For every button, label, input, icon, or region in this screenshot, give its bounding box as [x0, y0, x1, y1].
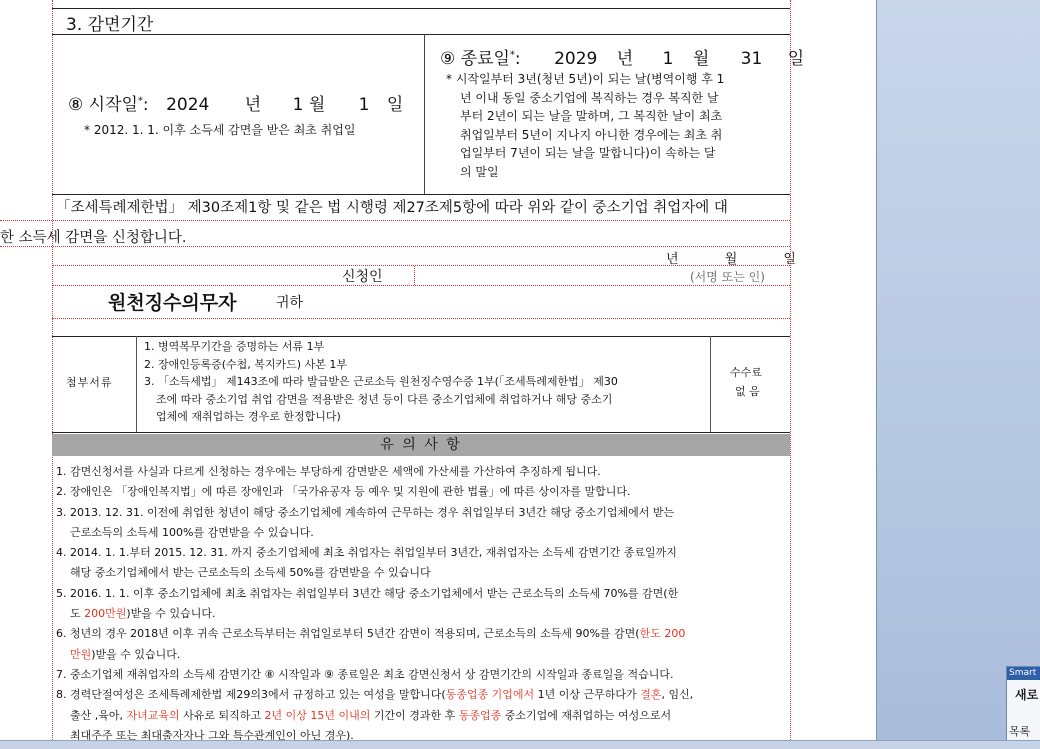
note-text: 1. 감면신청서를 사실과 다르게 신청하는 경우에는 부당하게 감면받은 세액에 가산세를 가산하여 추징하게 됩니다.: [56, 465, 601, 478]
recipient-rule: [52, 285, 790, 286]
note-text: 중소기업에 재취업하는 여성으로서: [501, 708, 672, 722]
margin-guide-left: [52, 0, 53, 740]
end-month-unit: 월: [692, 49, 710, 69]
note-line: [56, 503, 693, 523]
attachments-divider-2: [710, 336, 711, 432]
note-text: )받을 수 있습니다.: [91, 647, 181, 661]
right-side-panel: [876, 0, 1040, 740]
note-text: )받을 수 있습니다.: [126, 607, 216, 621]
recipient-bottom-rule: [52, 318, 790, 319]
note-text: 4. 2014. 1. 1.부터 2015. 12. 31. 까지 중소기업체에 최초 취업자는 취업일부터 3년간, 재취업자는 소득세 감면기간 종료일까지: [56, 546, 677, 560]
period-bottom-rule: [52, 194, 790, 195]
top-rule: [52, 8, 790, 9]
note-line: [56, 645, 693, 665]
declaration-line-2: 한 소득세 감면을 신청합니다.: [0, 230, 187, 246]
note-line: [56, 584, 693, 604]
end-date-row: ⑨ 종료일*: 2029 년 1 월 31 일: [440, 49, 805, 69]
date-rule: [0, 246, 790, 247]
margin-guide-right: [790, 0, 791, 740]
notes-header: 유 의 사 항: [52, 434, 790, 456]
section-title-rule: [52, 34, 790, 35]
note-line: [56, 523, 693, 543]
declaration-rule: [0, 220, 790, 221]
note-text: 6. 청년의 경우 2018년 이후 귀속 근로소득부터는 취업일로부터 5년간 감면이 적용되며, 근로소득의 소득세 90%를 감면(: [56, 627, 640, 641]
note-line: [56, 624, 693, 644]
date-year-unit: 년: [666, 252, 679, 267]
section-title: 3. 감면기간: [66, 15, 154, 35]
attachments-label: 첨부서류: [66, 376, 113, 389]
note-text: , 임신,: [661, 688, 694, 702]
attachment-item: 업체에 재취업하는 경우로 한정합니다): [156, 410, 341, 423]
smart-panel-header: Smart: [1007, 667, 1040, 680]
fee-value: 없 음: [735, 385, 760, 398]
attachments-divider-1: [136, 336, 137, 432]
end-day-unit: 일: [787, 49, 805, 69]
recipient-suffix: 귀하: [276, 295, 304, 311]
note-text: 근로소득의 소득세 100%를 감면받을 수 있습니다.: [70, 525, 314, 539]
note-text: 도: [70, 607, 85, 621]
applicant-rule: [52, 265, 790, 266]
end-note: [446, 70, 724, 181]
end-year-unit: 년: [616, 49, 634, 69]
end-label: ⑨ 종료일: [440, 49, 510, 69]
note-highlight: 자녀교육의: [126, 708, 180, 722]
end-year: 2029: [554, 49, 598, 69]
attachment-item: 조에 따라 중소기업 취업 감면을 적용받은 청년 등이 다른 중소기업체에 취업하거나 해당 중소기: [156, 392, 613, 406]
note-text: 5. 2016. 1. 1. 이후 중소기업체에 최초 취업자는 취업일부터 3년간 해당 중소기업체에서 받는 근로소득의 소득세 70%를 감면(한: [56, 586, 679, 600]
attachment-item: 1. 병역복무기간을 증명하는 서류 1부: [144, 340, 325, 353]
note-line: [56, 706, 693, 726]
smart-panel-new[interactable]: 새로: [1015, 688, 1039, 702]
end-note-line: 의 말일: [460, 164, 499, 179]
note-highlight: 결혼: [640, 688, 662, 702]
end-day: 31: [740, 49, 763, 69]
note-line: [56, 726, 693, 740]
note-text: 최대주주 또는 최대출자자나 그와 특수관계인이 아닌 경우).: [70, 728, 354, 740]
note-highlight: 만원: [70, 647, 92, 661]
note-line: [56, 543, 693, 563]
date-day-unit: 일: [783, 252, 796, 267]
smart-panel-list[interactable]: 목록: [1009, 725, 1031, 738]
smart-panel[interactable]: [1006, 666, 1040, 748]
note-highlight: 동종업종: [458, 708, 502, 722]
attachments-list: [144, 338, 618, 426]
start-year: 2024: [166, 95, 210, 115]
note-text: 3. 2013. 12. 31. 이전에 취업한 청년이 해당 중소기업체에 계속하여 근무하는 경우 취업일부터 3년간 해당 중소기업체에서 받는: [56, 505, 675, 519]
applicant-label: 신청인: [342, 269, 383, 285]
note-highlight: 동종업종 기업에서: [445, 688, 535, 702]
notes-list: [56, 462, 693, 740]
applicant-divider: [414, 266, 415, 285]
note-line: [56, 685, 693, 705]
note-text: 7. 중소기업체 재취업자의 소득세 감면기간 ⑧ 시작일과 ⑨ 종료일은 최초 감면신청서 상 감면기간의 시작일과 종료일을 적습니다.: [56, 667, 674, 681]
period-divider: [424, 34, 425, 194]
attachment-item: 2. 장애인등록증(수첩, 복지카드) 사본 1부: [144, 357, 347, 371]
note-line: [56, 665, 693, 685]
recipient-name: 원천징수의무자: [108, 292, 237, 314]
note-highlight: 200만원: [84, 607, 127, 621]
note-line: [56, 563, 693, 583]
note-text: 해당 중소기업체에서 받는 근로소득의 소득세 50%를 감면받을 수 있습니다: [70, 566, 431, 580]
end-note-line: * 시작일부터 3년(청년 5년)이 되는 날(병역이행 후 1: [446, 72, 725, 86]
date-month-unit: 월: [724, 252, 738, 267]
end-note-line: 취업일부터 5년이 지나지 아니한 경우에는 최초 취: [460, 127, 723, 142]
note-text: 2. 장애인은 「장애인복지법」에 따른 장애인과 「국가유공자 등 예우 및 지원에 관한 법률」에 따른 상이자를 말합니다.: [56, 485, 631, 499]
declaration-line-1: 「조세특례제한법」 제30조제1항 및 같은 법 시행령 제27조제5항에 따라 위와 같이 중소기업 취업자에 대: [56, 200, 728, 216]
start-year-unit: 년: [244, 95, 262, 115]
end-note-line: 업일부터 7년이 되는 날을 말합니다)이 속하는 달: [460, 146, 716, 160]
attachments-bottom-rule: [52, 432, 790, 433]
note-highlight: 2년 이상 15년 이내의: [264, 708, 371, 722]
note-text: 출산 ,육아,: [70, 708, 127, 722]
start-day: 1: [358, 95, 370, 115]
start-label: ⑧ 시작일: [68, 95, 138, 115]
signature-hint: (서명 또는 인): [690, 270, 765, 284]
start-date-row: ⑧ 시작일*: 2024 년 1 월 1 일: [68, 95, 404, 115]
start-month: 1: [292, 95, 304, 115]
note-line: [56, 482, 693, 502]
note-text: 1년 이상 근무하다가: [534, 688, 641, 702]
end-note-line: 부터 2년이 되는 날을 말하며, 그 복직한 날이 최초: [460, 109, 723, 123]
start-day-unit: 일: [386, 95, 404, 115]
attachments-top-rule: [52, 336, 790, 337]
attachment-item: 3. 「소득세법」 제143조에 따라 발급받은 근로소득 원천징수영수증 1부(「조세특례제한법」 제30: [144, 375, 618, 388]
note-text: 8. 경력단절여성은 조세특례제한법 제29의3에서 규정하고 있는 여성을 말합니다(: [56, 688, 446, 702]
note-line: [56, 604, 693, 624]
start-month-unit: 월: [308, 95, 326, 115]
fee-label: 수수료: [730, 366, 762, 379]
start-note: * 2012. 1. 1. 이후 소득세 감면을 받은 최초 취업일: [84, 123, 356, 137]
note-text: 기간이 경과한 후: [370, 708, 459, 722]
end-note-line: 년 이내 동일 중소기업에 복직하는 경우 복직한 날: [460, 90, 719, 105]
end-month: 1: [662, 49, 674, 69]
note-highlight: 한도 200: [639, 627, 686, 641]
note-line: [56, 462, 693, 482]
note-text: 사유로 퇴직하고: [179, 708, 265, 722]
